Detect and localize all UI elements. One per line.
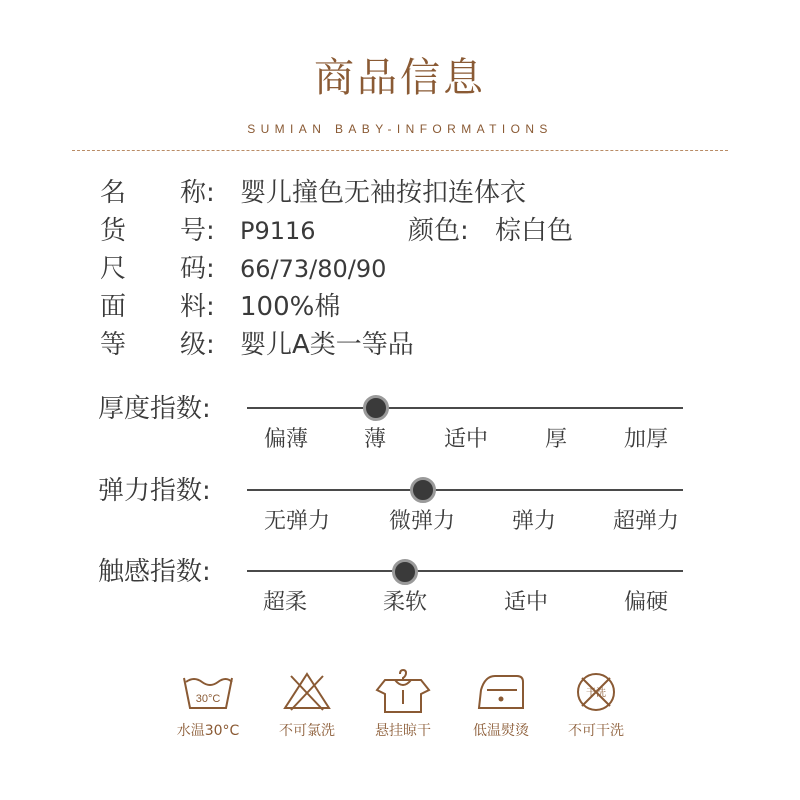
care-item-low-iron <box>446 668 556 740</box>
care-label: 不可干洗 <box>568 723 624 739</box>
elasticity-option: 弹力 <box>511 509 557 534</box>
touch-track <box>247 570 683 572</box>
wash-temp-text: 30°C <box>195 693 221 705</box>
dashed-divider <box>72 150 728 151</box>
info-value: 婴儿撞色无袖按扣连体衣 <box>240 178 527 208</box>
touch-option: 柔软 <box>382 590 428 615</box>
elasticity-option: 超弹力 <box>612 509 680 534</box>
info-label-a: 面 <box>100 292 127 322</box>
care-item-no-bleach <box>252 668 362 740</box>
info-label-b: 称: <box>180 178 215 208</box>
info-value: P9116 <box>240 217 316 245</box>
info-label-a: 尺 <box>100 254 127 284</box>
info-value: 100%棉 <box>240 292 341 322</box>
care-item-hang-dry <box>348 668 458 740</box>
touch-option: 适中 <box>503 590 549 615</box>
color-label: 颜色: <box>408 216 469 246</box>
care-label: 不可氯洗 <box>279 723 335 739</box>
care-label: 悬挂晾干 <box>375 723 431 739</box>
thickness-option: 薄 <box>363 427 387 452</box>
thickness-knob[interactable] <box>363 395 389 421</box>
info-row-size <box>100 252 386 286</box>
dry-clean-text: 干洗 <box>586 688 606 699</box>
care-label: 水温30°C <box>176 723 240 739</box>
care-label: 低温熨烫 <box>473 723 529 739</box>
info-row-material <box>100 290 340 324</box>
info-value: 婴儿A类一等品 <box>240 330 414 360</box>
page-title: 商品信息 <box>314 55 486 101</box>
thickness-option: 偏薄 <box>263 427 309 452</box>
touch-index-label: 触感指数: <box>98 557 211 587</box>
color-value: 棕白色 <box>495 216 574 246</box>
elasticity-index-label: 弹力指数: <box>98 476 211 506</box>
info-row-grade <box>100 328 414 362</box>
care-item-no-dry-clean <box>541 668 651 740</box>
touch-option: 超柔 <box>262 590 308 615</box>
elasticity-knob[interactable] <box>410 477 436 503</box>
info-label-b: 料: <box>180 292 215 322</box>
info-label-b: 级: <box>180 330 215 360</box>
elasticity-track <box>247 489 683 491</box>
info-label-b: 码: <box>180 254 215 284</box>
thickness-option: 厚 <box>544 427 568 452</box>
elasticity-option: 微弹力 <box>388 509 456 534</box>
care-item-wash <box>153 668 263 740</box>
no-dry-clean-icon <box>568 668 624 714</box>
thickness-option: 加厚 <box>623 427 669 452</box>
touch-knob[interactable] <box>392 559 418 585</box>
info-label-b: 号: <box>180 216 215 246</box>
touch-option: 偏硬 <box>623 590 669 615</box>
thickness-index-label: 厚度指数: <box>98 394 211 424</box>
hang-dry-icon <box>375 668 431 714</box>
info-value: 66/73/80/90 <box>240 255 387 283</box>
wash-30-icon <box>180 668 236 714</box>
thickness-option: 适中 <box>443 427 489 452</box>
info-row-name <box>100 176 526 210</box>
info-label-a: 货 <box>100 216 127 246</box>
page-subtitle: SUMIAN BABY-INFORMATIONS <box>247 122 553 136</box>
info-row-sku <box>100 214 620 248</box>
no-bleach-icon <box>279 668 335 714</box>
low-iron-icon <box>473 668 529 714</box>
thickness-track <box>247 407 683 409</box>
elasticity-option: 无弹力 <box>263 509 331 534</box>
info-label-a: 名 <box>100 178 127 208</box>
info-label-a: 等 <box>100 330 127 360</box>
